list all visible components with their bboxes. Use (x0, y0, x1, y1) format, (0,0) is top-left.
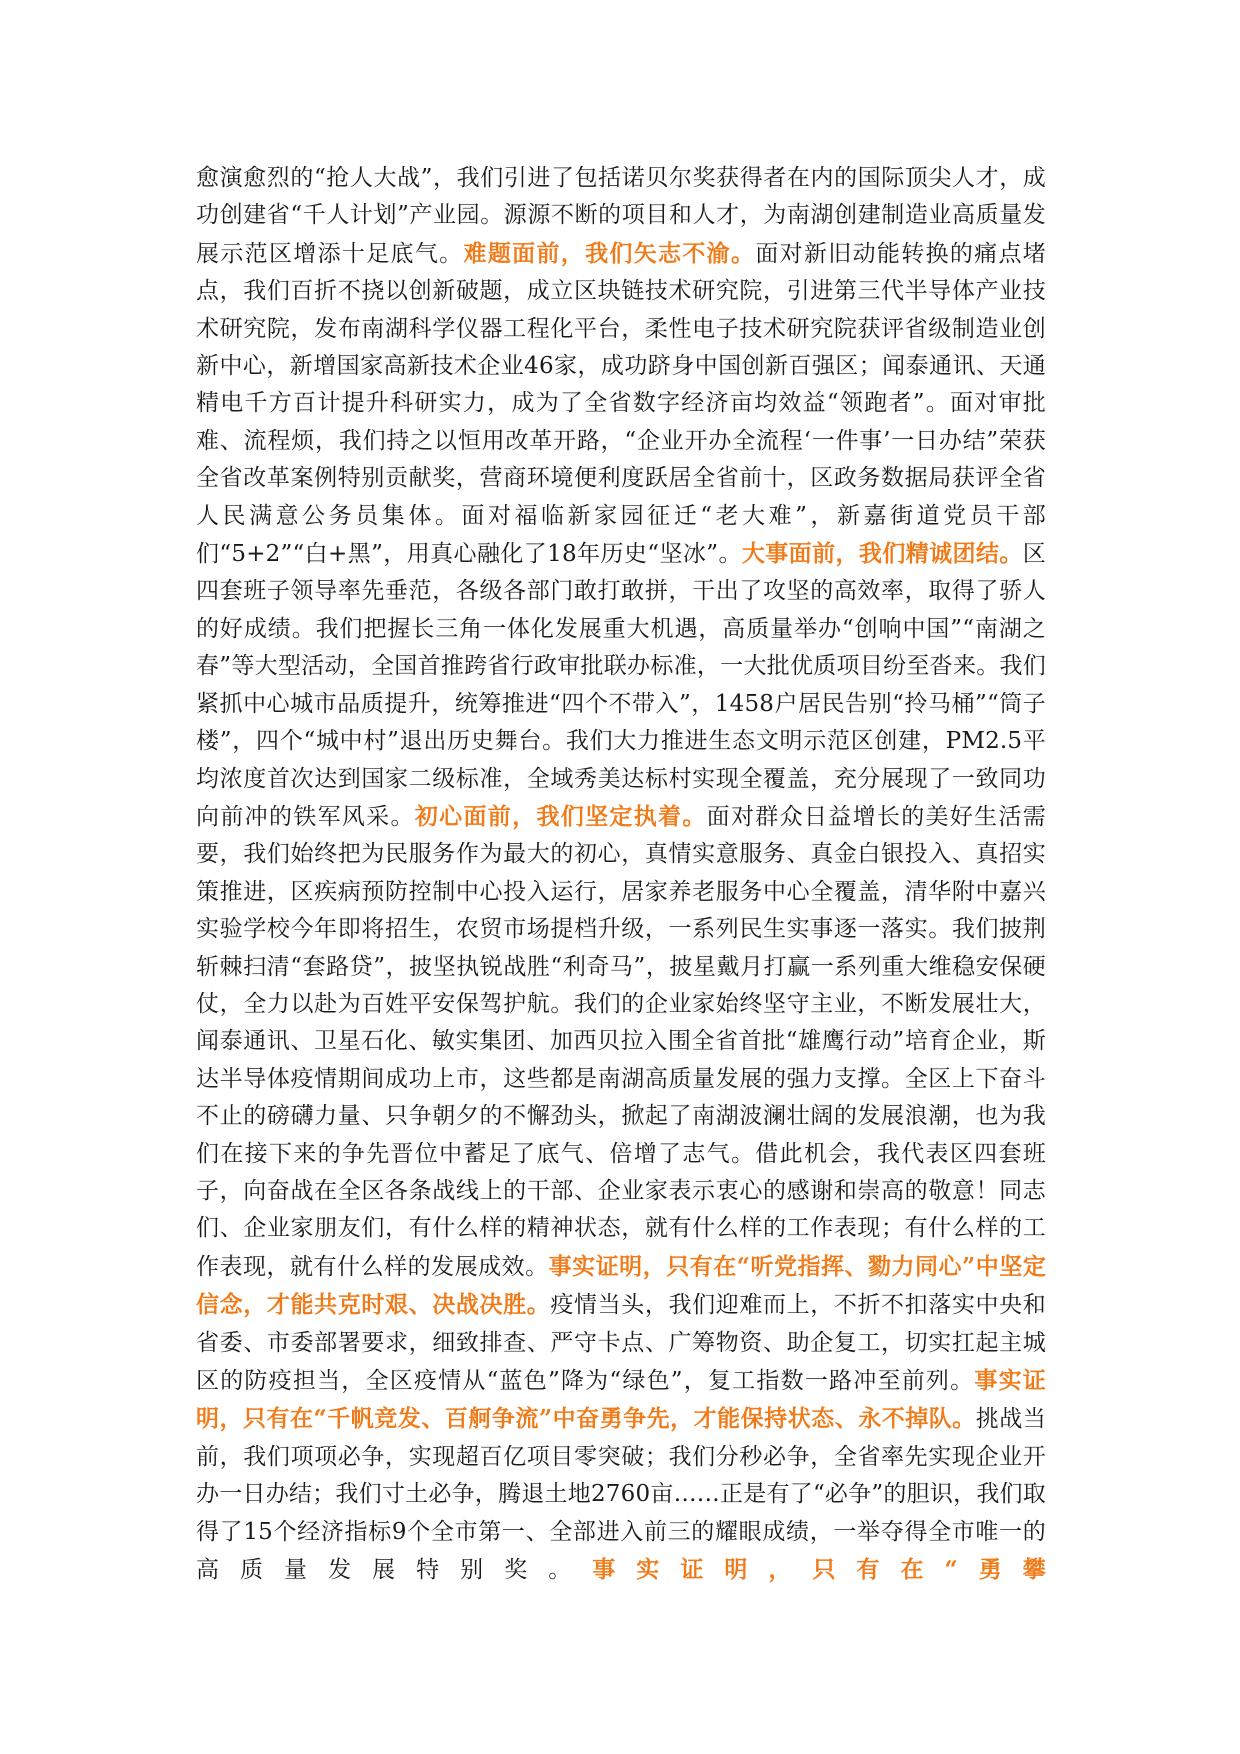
text-segment: 疫情当头，我们迎难而上，不折不扣落实中央和省委、市委部署要求，细致排查、严守卡点、广筹物资、助企复工，切实扛起主城区的防疫担当，全区疫情从“蓝色”降为“绿色”，复工指数一路冲至前列。 (196, 1292, 1046, 1394)
text-segment: 愈演愈烈的“抢人大战”，我们引进了包括诺贝尔奖获得者在内的国际顶尖人才，成功创建省“千人计划”产业园。源源不断的项目和人才，为南湖创建制造业高质量发展示范区增添十足底气。 (196, 165, 1046, 267)
text-segment: 面对新旧动能转换的痛点堵点，我们百折不挠以创新破题，成立区块链技术研究院，引进第三代半导体产业技术研究院，发布南湖科学仪器工程化平台，柔性电子技术研究院获评省级制造业创新中心，新增国家高新技术企业46家，成功跻身中国创新百强区；闻泰通讯、天通精电千方百计提升科研实力，成为了全省数字经济亩均效益“领跑者”。面对审批难、流程烦，我们持之以恒用改革开路，“企业开办全流程‘一件事’一日办结”荣获全省改革案例特别贡献奖，营商环境便利度跃居全省前十，区政务数据局获评全省人民满意公务员集体。面对福临新家园征迁“老大难”，新嘉街道党员干部们“5+2”“白+黑”，用真心融化了18年历史“坚冰”。 (196, 240, 1047, 568)
highlight-segment: 事实证明，只有在“千帆竞发、百舸争流”中奋勇争先，才能保持状态、永不掉队。 (196, 1367, 1046, 1433)
text-segment: 挑战当前，我们项项必争，实现超百亿项目零突破；我们分秒必争，全省率先实现企业开办一日办结；我们寸土必争，腾退土地2760亩……正是有了“必争”的胆识，我们取得了15个经济指标9个全市第一、全部进入前三的耀眼成绩，一举夺得全市唯一的高质量发展特别奖。 (196, 1406, 1046, 1584)
highlight-segment: 难题面前，我们矢志不渝。 (463, 239, 756, 267)
highlight-segment: 事实证明，只有在“听党指挥、勠力同心”中坚定信念，才能共克时艰、决战决胜。 (196, 1252, 1047, 1319)
text-segment: 面对群众日益增长的美好生活需要，我们始终把为民服务作为最大的初心，真情实意服务、真金白银投入、真招实策推进，区疾病预防控制中心投入运行，居家养老服务中心全覆盖，清华附中嘉兴实验学校今年即将招生，农贸市场提档升级，一系列民生实事逐一落实。我们披荆斩棘扫清“套路贷”，披坚执锐战胜“利奇马”，披星戴月打赢一系列重大维稳安保硬仗，全力以赴为百姓平安保驾护航。我们的企业家始终坚守主业，不断发展壮大，闻泰通讯、卫星石化、敏实集团、加西贝拉入围全省首批“雄鹰行动”培育企业，斯达半导体疫情期间成功上市，这些都是南湖高质量发展的强力支撑。全区上下奋斗不止的磅礴力量、只争朝夕的不懈劲头，掀起了南湖波澜壮阔的发展浪潮，也为我们在接下来的争先晋位中蓄足了底气、倍增了志气。借此机会，我代表区四套班子，向奋战在全区各条战线上的干部、企业家表示衷心的感谢和崇高的敬意！同志们、企业家朋友们，有什么样的精神状态，就有什么样的工作表现；有什么样的工作表现，就有什么样的发展成效。 (196, 803, 1046, 1280)
highlight-segment: 大事面前，我们精诚团结。 (741, 540, 1023, 568)
body-paragraph (196, 160, 1046, 1589)
highlight-segment: 初心面前，我们坚定执着。 (414, 802, 707, 830)
text-segment: 区四套班子领导率先垂范，各级各部门敢打敢拼，干出了攻坚的高效率，取得了骄人的好成绩。我们把握长三角一体化发展重大机遇，高质量举办“创响中国”“南湖之春”等大型活动，全国首推跨省行政审批联办标准，一大批优质项目纷至沓来。我们紧抓中心城市品质提升，统筹推进“四个不带入”，1458户居民告别“拎马桶”“筒子楼”，四个“城中村”退出历史舞台。我们大力推进生态文明示范区创建，PM2.5平均浓度首次达到国家二级标准，全域秀美达标村实现全覆盖，充分展现了一致同功向前冲的铁军风采。 (196, 541, 1046, 830)
highlight-segment: 事实证明，只有在“勇攀 (592, 1556, 1046, 1584)
